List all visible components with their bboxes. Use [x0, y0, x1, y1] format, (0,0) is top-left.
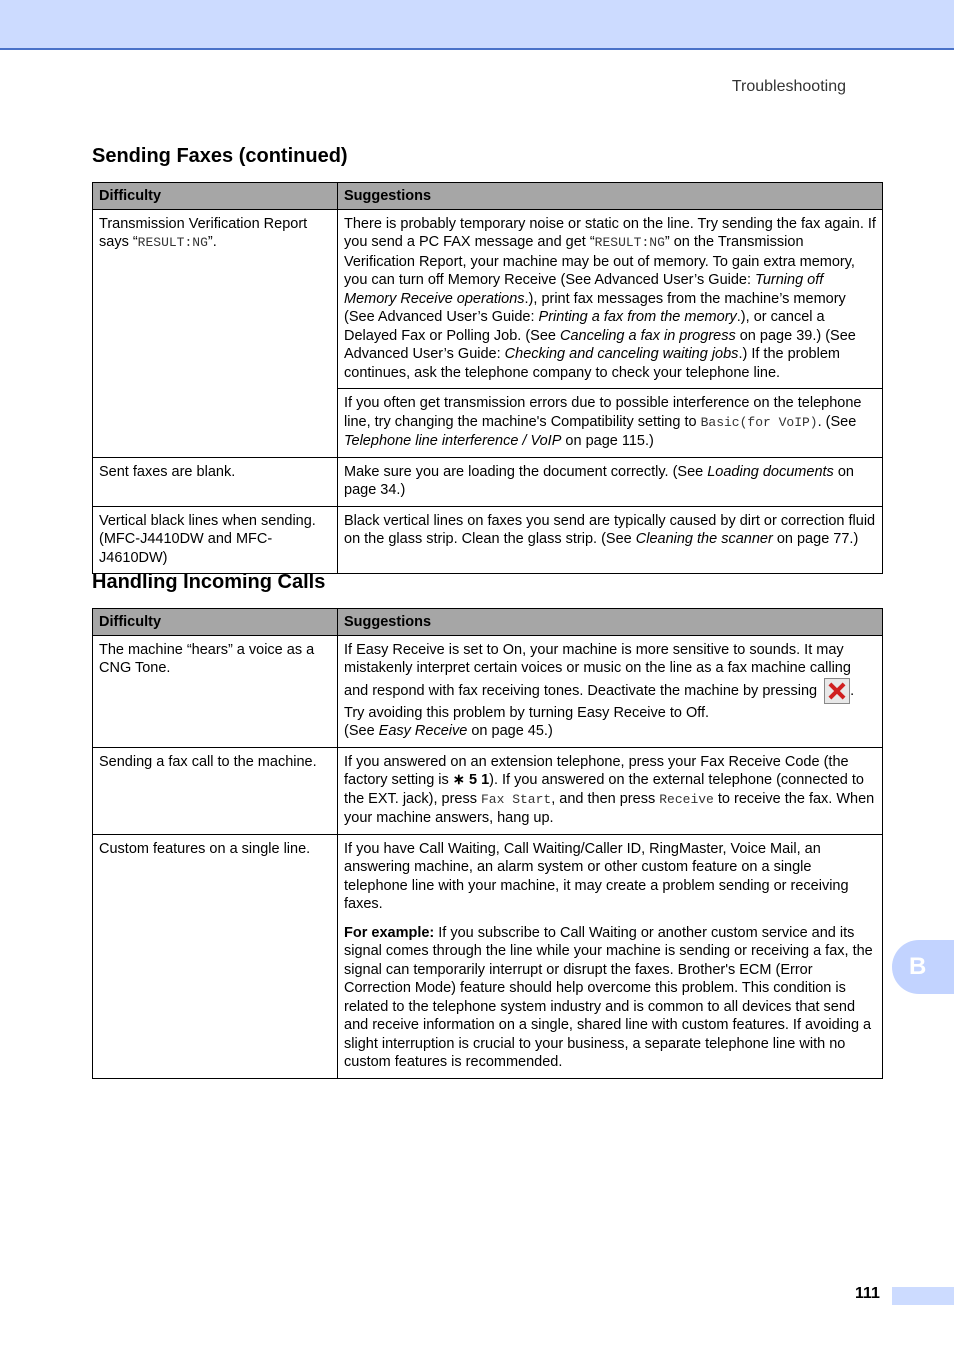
- column-header-difficulty: Difficulty: [93, 609, 338, 636]
- suggestion-cell: If you often get transmission errors due to possible interference on the telephone line, try changing the machine's Compatibility setting to Basic(for VoIP). (See Telephone line interference / VoIP on page 115.): [338, 389, 883, 458]
- difficulty-cell: Sending a fax call to the machine.: [93, 747, 338, 834]
- lcd-message: RESULT:NG: [137, 235, 208, 250]
- column-header-difficulty: Difficulty: [93, 183, 338, 210]
- incoming-calls-table: [92, 608, 883, 1079]
- example-label: For example:: [344, 924, 435, 941]
- cross-reference: Printing a fax from the memory: [538, 309, 737, 325]
- difficulty-cell: Transmission Verification Report says “RESULT:NG”.: [93, 209, 338, 457]
- cross-reference: Telephone line interference / VoIP: [344, 433, 562, 449]
- cross-reference: Loading documents: [707, 463, 834, 480]
- suggestion-cell: There is probably temporary noise or static on the line. Try sending the fax again. If you send a PC FAX message and get “RESULT:NG” on the Transmission Verification Report, your machine may be out of memory. To gain extra memory, you can turn off Memory Receive (See Advanced User’s Guide: Turning off Memory Receive operations.), print fax messages from the machine’s memory (See Advanced User’s Guide: Printing a fax from the memory.), or cancel a Delayed Fax or Polling Job. (See Canceling a fax in progress on page 39.) (See Advanced User’s Guide: Checking and canceling waiting jobs.) If the problem continues, ask the telephone company to check your telephone line.: [338, 209, 883, 389]
- running-head: Troubleshooting: [731, 78, 846, 95]
- table-row: [93, 834, 883, 1078]
- sending-faxes-table: [92, 182, 883, 574]
- table-row: [93, 457, 883, 506]
- table-row: [93, 747, 883, 834]
- cross-reference: Easy Receive: [378, 723, 468, 739]
- table-row: [93, 635, 883, 747]
- receive-option: Receive: [659, 791, 714, 807]
- page-number: 111: [855, 1285, 880, 1302]
- lcd-message: RESULT:NG: [594, 235, 665, 250]
- column-header-suggestions: Suggestions: [338, 609, 883, 636]
- difficulty-cell: The machine “hears” a voice as a CNG Tone.: [93, 635, 338, 747]
- suggestion-cell: If you answered on an extension telephone, press your Fax Receive Code (the factory setting is ∗ 5 1). If you answered on the external telephone (connected to the EXT. jack), press Fax Start, and then press Receive to receive the fax. When your machine answers, hang up.: [338, 747, 883, 834]
- cross-reference: Canceling a fax in progress: [560, 327, 736, 344]
- section-title-sending-faxes: Sending Faxes (continued): [92, 145, 348, 167]
- appendix-tab: B: [892, 940, 954, 994]
- stop-exit-key-icon: [824, 678, 850, 704]
- cross-reference: Checking and canceling waiting jobs: [504, 346, 739, 362]
- fax-start-key: Fax Start: [481, 791, 552, 807]
- table-row: [93, 209, 883, 389]
- cross-reference: Turning off Memory Receive operations: [344, 272, 824, 307]
- column-header-suggestions: Suggestions: [338, 183, 883, 210]
- difficulty-cell: Sent faxes are blank.: [93, 457, 338, 506]
- table-header-row: [93, 609, 883, 636]
- table-header-row: [93, 183, 883, 210]
- top-banner: [0, 0, 954, 50]
- difficulty-cell: Custom features on a single line.: [93, 834, 338, 1078]
- table-row: [93, 506, 883, 574]
- suggestion-cell: Black vertical lines on faxes you send are typically caused by dirt or correction fluid on the glass strip. Clean the glass strip. (See Cleaning the scanner on page 77.): [338, 506, 883, 574]
- suggestion-cell: If Easy Receive is set to On, your machine is more sensitive to sounds. It may mistakenly interpret certain voices or music on the line as a fax machine calling and respond with fax receiving tones. Deactivate the machine by pressing . Try avoiding this problem by turning Easy Receive to Off. (See Easy Receive on page 45.): [338, 635, 883, 747]
- cross-reference: Cleaning the scanner: [635, 531, 773, 547]
- suggestion-cell: If you have Call Waiting, Call Waiting/Caller ID, RingMaster, Voice Mail, an answering machine, an alarm system or other custom feature on a single telephone line with your machine, it may create a problem sending or receiving faxes. For example: If you subscribe to Call Waiting or another custom service and its signal comes through the line while your machine is sending or receiving a fax, the signal can temporarily interrupt or disrupt the faxes. Brother's ECM (Error Correction Mode) feature should help overcome this problem. This condition is related to the telephone system industry and is common to all devices that send and receive information on a single, shared line with custom features. If avoiding a slight interruption is crucial to your business, a separate telephone line with no custom features is recommended.: [338, 834, 883, 1078]
- setting-value: Basic(for VoIP): [700, 414, 818, 430]
- difficulty-cell: Vertical black lines when sending. (MFC-J4410DW and MFC-J4610DW): [93, 506, 338, 574]
- section-title-handling-incoming-calls: Handling Incoming Calls: [92, 571, 326, 593]
- receive-code: ∗ 5 1: [452, 772, 490, 788]
- footer-bar: [892, 1287, 954, 1305]
- suggestion-cell: Make sure you are loading the document correctly. (See Loading documents on page 34.): [338, 457, 883, 506]
